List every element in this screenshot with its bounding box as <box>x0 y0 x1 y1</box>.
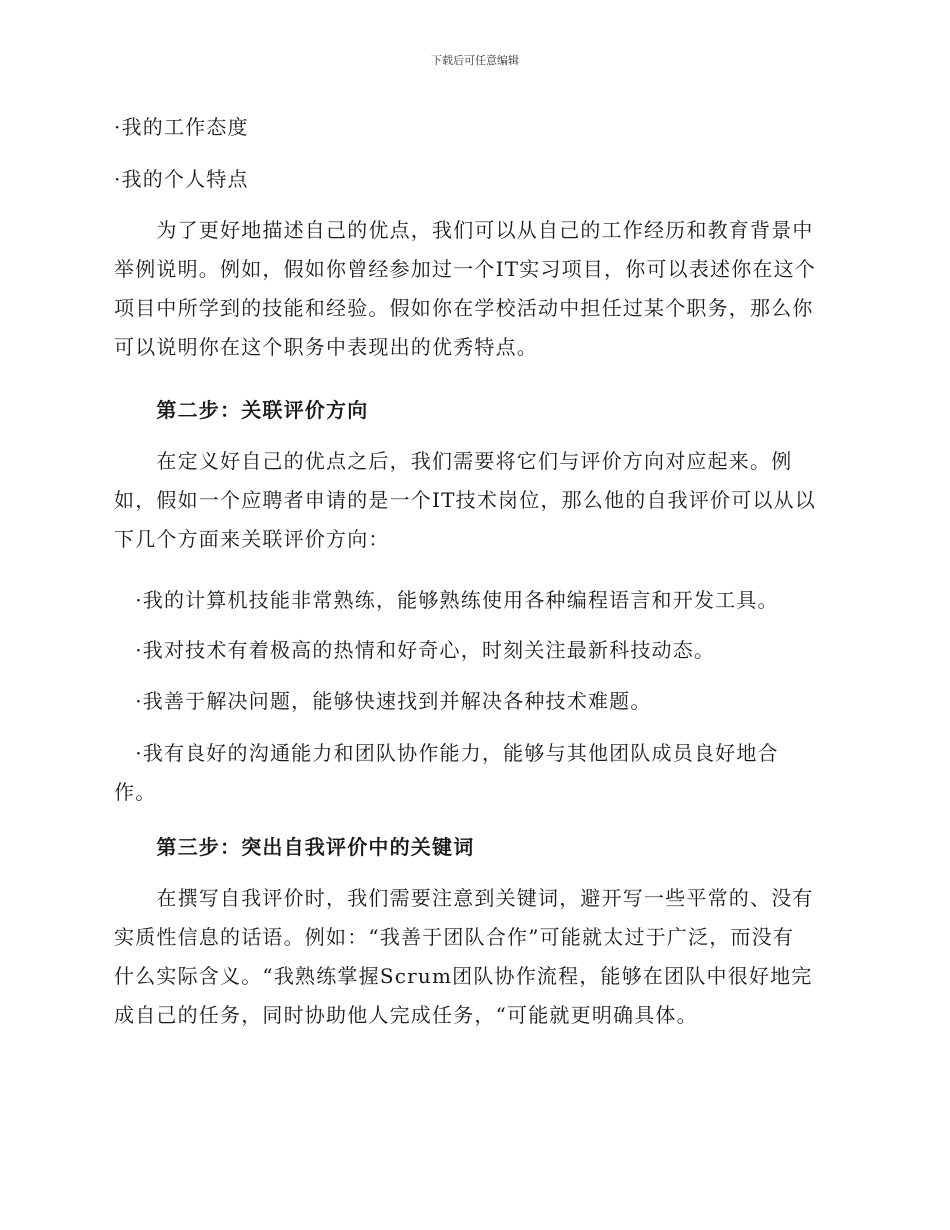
text-line: 可以说明你在这个职务中表现出的优秀特点。 <box>114 335 538 359</box>
text-line: 作。 <box>114 780 157 804</box>
bullet-teamwork <box>114 734 844 812</box>
bullet-personal-traits <box>114 160 844 199</box>
paragraph-keywords <box>114 879 844 1035</box>
bullet-tech-passion <box>114 631 844 670</box>
text-line: 成自己的任务，同时协助他人完成任务，“可能就更明确具体。 <box>114 1003 698 1027</box>
section-heading-step-three <box>114 828 844 867</box>
text-line: 在定义好自己的优点之后，我们需要将它们与评价方向对应起来。例 <box>114 449 793 473</box>
paragraph-link-evaluation <box>114 442 844 559</box>
text-line: 在撰写自我评价时，我们需要注意到关键词，避开写一些平常的、没有 <box>114 886 814 910</box>
page-header: 下载后可任意编辑 <box>431 54 519 67</box>
bullet-work-attitude <box>114 108 844 147</box>
paragraph-describe-strengths <box>114 211 844 367</box>
text-line: 什么实际含义。“我熟练掌握Scrum团队协作流程，能够在团队中很好地完 <box>114 964 813 988</box>
bullet-problem-solving <box>114 682 844 721</box>
text-line: ·我有良好的沟通能力和团队协作能力，能够与其他团队成员良好地合 <box>114 741 779 765</box>
text-line: 实质性信息的话语。例如：“我善于团队合作”可能就太过于广泛，而没有 <box>114 925 795 949</box>
text-line: 下几个方面来关联评价方向： <box>114 527 390 551</box>
section-heading-step-two <box>114 391 844 430</box>
text-line: ·我的个人特点 <box>114 167 249 191</box>
text-line: ·我的工作态度 <box>114 115 249 139</box>
text-line: 项目中所学到的技能和经验。假如你在学校活动中担任过某个职务，那么你 <box>114 296 814 320</box>
text-line: 如，假如一个应聘者申请的是一个IT技术岗位，那么他的自我评价可以从以 <box>114 488 817 512</box>
heading-line: 第二步：关联评价方向 <box>114 398 369 422</box>
text-line: ·我对技术有着极高的热情和好奇心，时刻关注最新科技动态。 <box>114 638 716 662</box>
text-line: ·我的计算机技能非常熟练，能够熟练使用各种编程语言和开发工具。 <box>114 588 779 612</box>
text-line: 为了更好地描述自己的优点，我们可以从自己的工作经历和教育背景中 <box>114 218 814 242</box>
heading-line: 第三步：突出自我评价中的关键词 <box>114 835 475 859</box>
text-line: ·我善于解决问题，能够快速找到并解决各种技术难题。 <box>114 689 652 713</box>
text-line: 举例说明。例如，假如你曾经参加过一个IT实习项目，你可以表述你在这个 <box>114 257 817 281</box>
bullet-computer-skills <box>114 581 844 620</box>
